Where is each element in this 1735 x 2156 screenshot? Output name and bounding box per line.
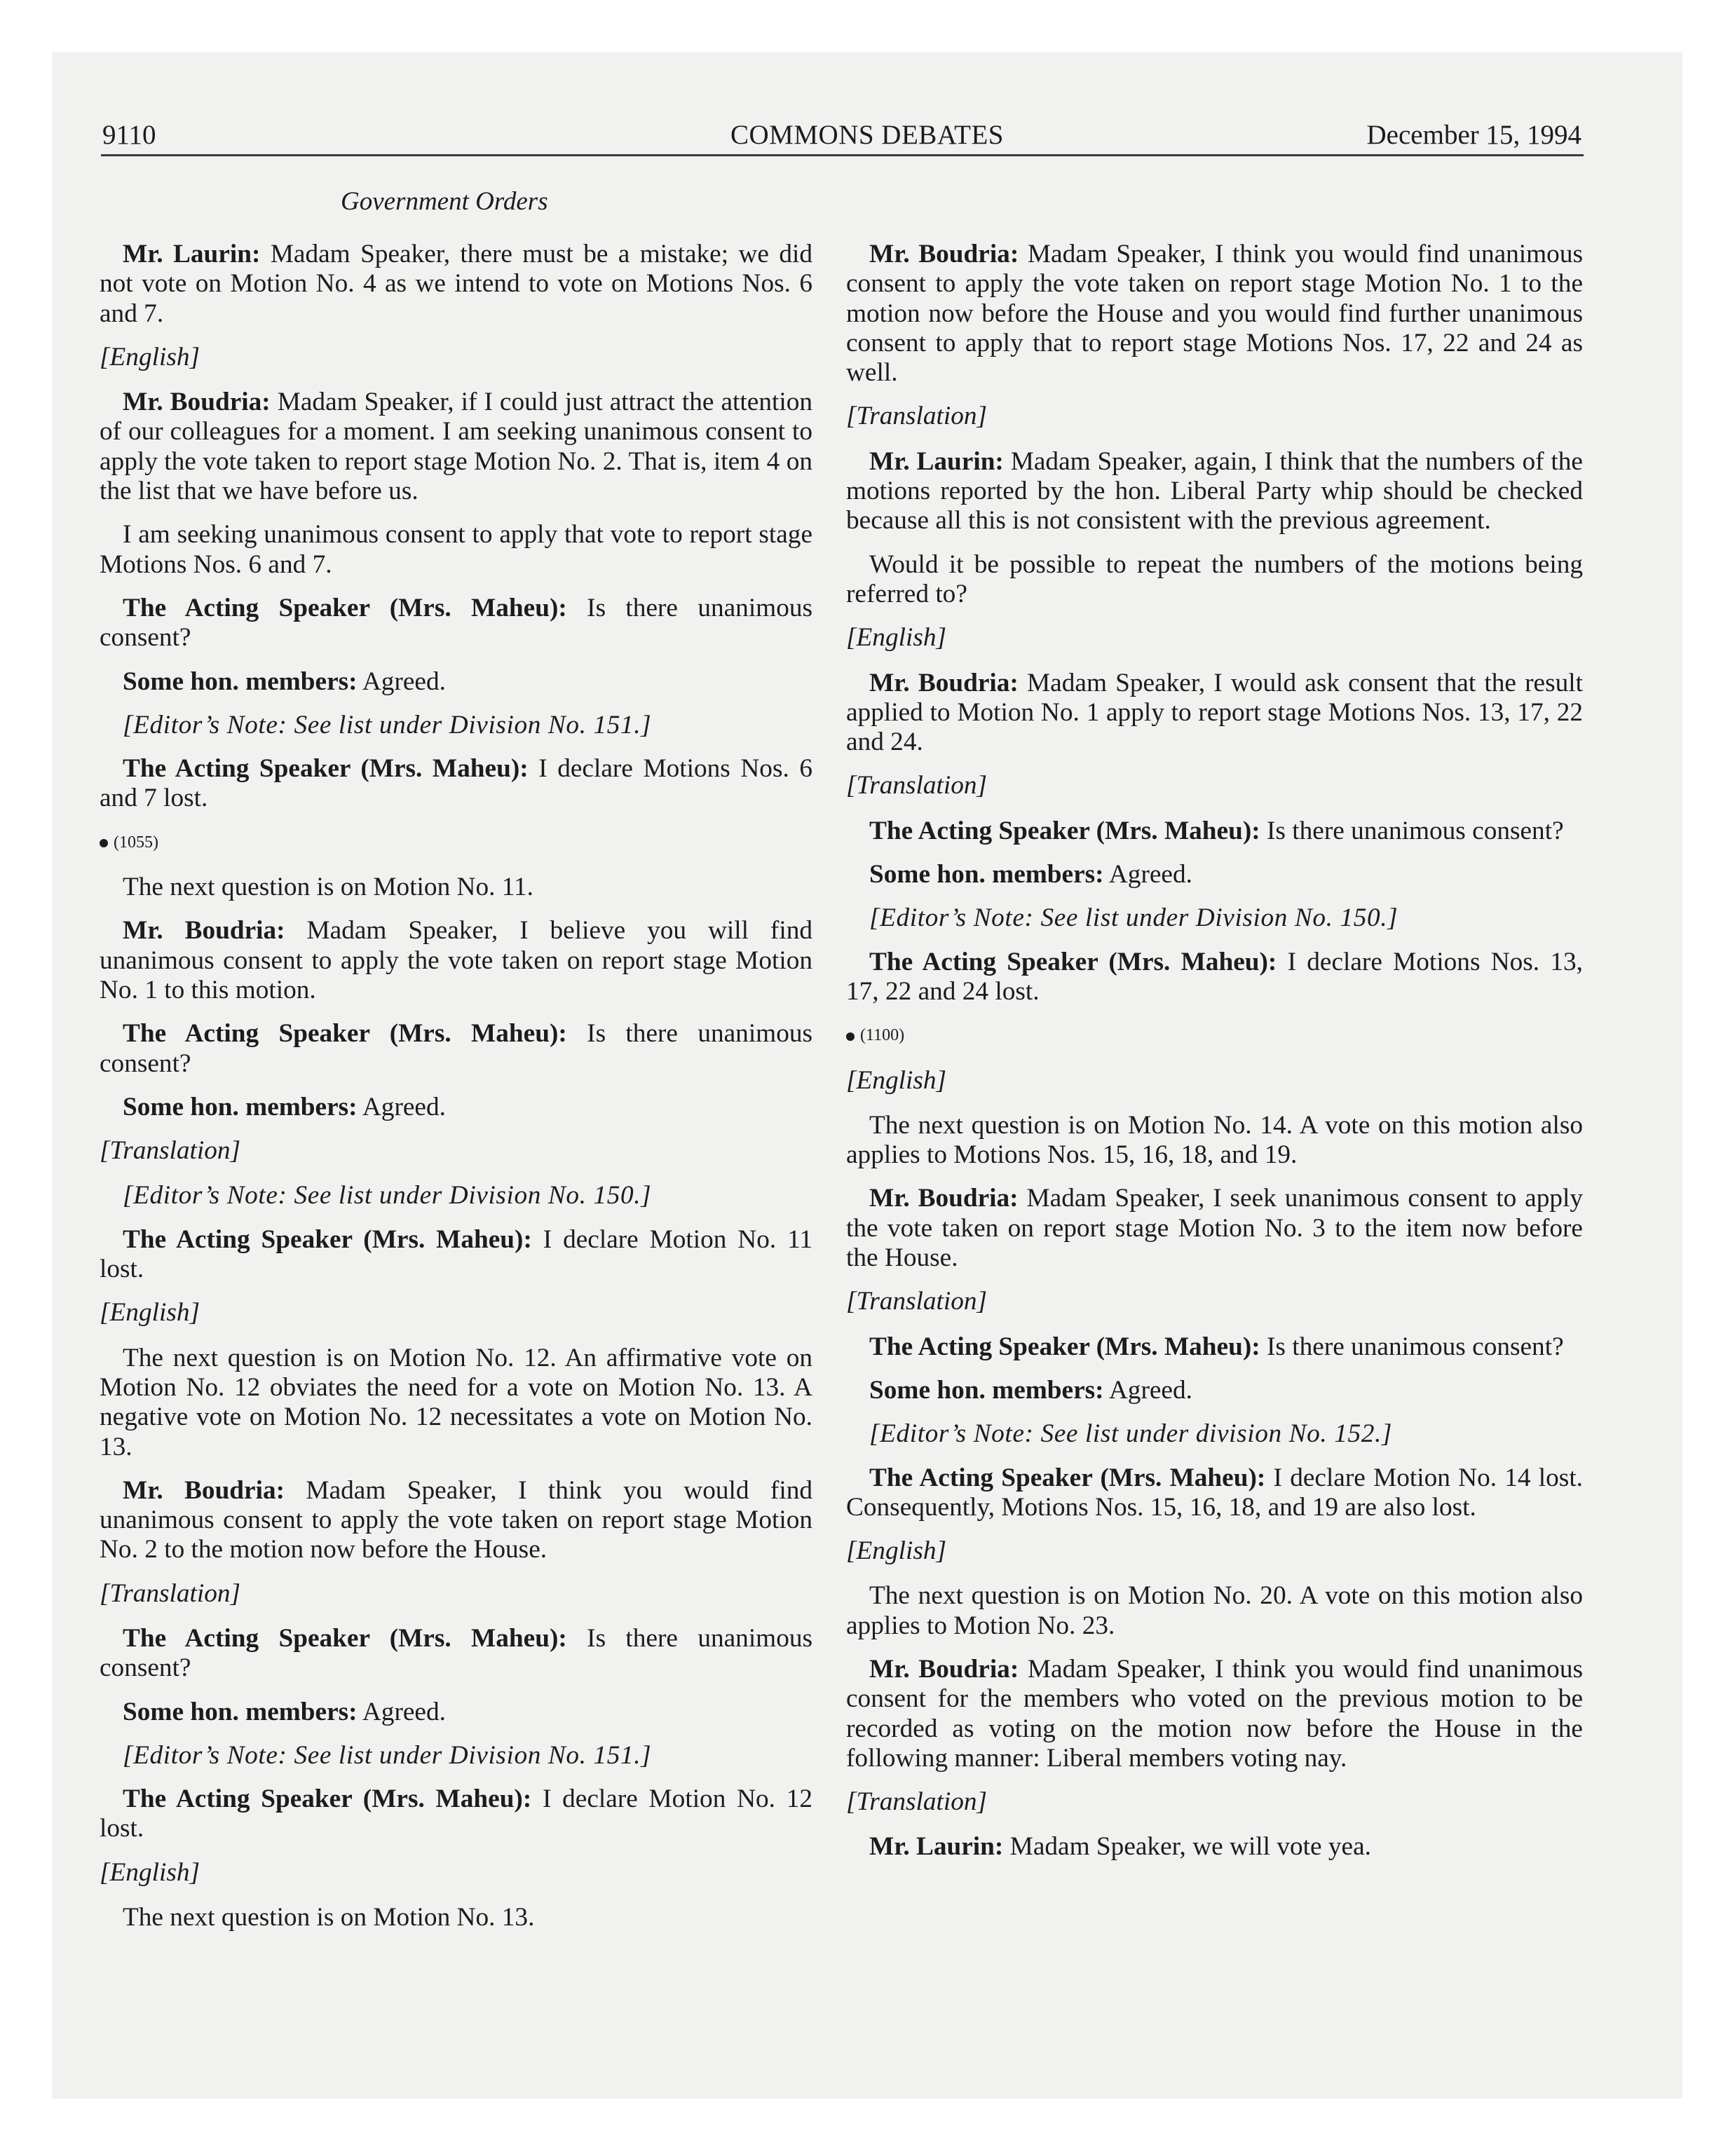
speech-text: Madam Speaker, I think you would find unanimous consent to apply the vote taken on report stage Motion No. 2 to the motion now before the House. (100, 1475, 812, 1564)
document-page (52, 52, 1682, 2099)
speech-paragraph (100, 1698, 812, 1727)
speech-paragraph (100, 1225, 812, 1285)
publication-date: December 15, 1994 (1366, 120, 1581, 150)
speech-paragraph (846, 817, 1583, 846)
speaker-name: Mr. Boudria: (869, 1184, 1019, 1213)
speaker-name: Mr. Boudria: (123, 916, 285, 946)
bullet-dot-icon (846, 1032, 855, 1041)
speaker-name: Mr. Laurin: (869, 446, 1004, 476)
speech-text: Madam Speaker, I believe you will find unanimous consent to apply the vote taken on report stage Motion No. 1 to this motion. (100, 916, 812, 1004)
speech-paragraph (100, 594, 812, 653)
speech-text: Madam Speaker, if I could just attract the attention of our colleagues for a moment. I am seeking unanimous consent to apply the vote taken to report stage Motion No. 2. That is, item 4 on the list that we have before us. (100, 388, 812, 506)
language-marker: [Translation] (100, 1578, 241, 1608)
speech-paragraph (100, 1093, 812, 1122)
language-marker: [English] (100, 342, 200, 371)
language-marker: [Translation] (846, 1287, 988, 1316)
speaker-name: Mr. Laurin: (123, 240, 261, 268)
header-rule (101, 154, 1584, 156)
narration-paragraph: The next question is on Motion No. 20. A vote on this motion also applies to Motion No. 23. (846, 1581, 1583, 1640)
speech-paragraph (846, 948, 1583, 1007)
language-marker: [Translation] (846, 402, 988, 431)
speaker-name: Mr. Boudria: (869, 668, 1019, 697)
speech-paragraph (100, 240, 812, 329)
timestamp-text: (1100) (860, 1026, 905, 1045)
speaker-name: The Acting Speaker (Mrs. Maheu): (123, 1019, 567, 1049)
language-marker: [Translation] (846, 771, 988, 800)
timestamp-text: (1055) (114, 833, 158, 852)
language-marker: [English] (846, 1065, 946, 1095)
language-marker: [English] (100, 1298, 200, 1328)
speech-paragraph (846, 860, 1583, 889)
right-column (846, 240, 1583, 1876)
speech-text: Is there unanimous consent? (1260, 1332, 1564, 1361)
speaker-name: The Acting Speaker (Mrs. Maheu): (123, 754, 529, 784)
speech-paragraph (100, 667, 812, 697)
speaker-name: Mr. Laurin: (869, 1832, 1004, 1862)
speech-paragraph (846, 1332, 1583, 1362)
speaker-name: Mr. Boudria: (123, 1475, 285, 1505)
speech-text: I declare Motion No. 14 lost. Consequently, Motions Nos. 15, 16, 18, and 19 are also lost. (846, 1463, 1584, 1522)
timestamp-marker (846, 1021, 1583, 1050)
speech-text: I declare Motion No. 12 lost. (100, 1785, 812, 1843)
speech-text: I declare Motion No. 11 lost. (100, 1224, 813, 1284)
editor-note: [Editor’s Note: See list under Division No. 151.] (123, 710, 652, 739)
speech-paragraph (846, 1184, 1583, 1273)
narration-paragraph: The next question is on Motion No. 12. An affirmative vote on Motion No. 12 obviates the need for a vote on Motion No. 13. A negative vote on Motion No. 12 necessitates a vote on Motion No. 13. (100, 1343, 812, 1461)
speech-text: Agreed. (1103, 1375, 1192, 1405)
language-marker: [Translation] (846, 1787, 988, 1817)
narration-paragraph: The next question is on Motion No. 11. (123, 873, 534, 902)
speech-text: Madam Speaker, I think you would find unanimous consent to apply the vote taken on report stage Motion No. 1 to the motion now before the House and you would find further unanimous consent to apply that to report stage Motions Nos. 17, 22 and 24 as well. (846, 240, 1583, 388)
speech-text: Madam Speaker, I think you would find unanimous consent for the members who voted on the previous motion to be recorded as voting on the motion now before the House in the following manner: Liberal members voting nay. (846, 1654, 1583, 1773)
speech-paragraph (100, 388, 812, 506)
page-number: 9110 (102, 120, 156, 150)
speaker-name: The Acting Speaker (Mrs. Maheu): (869, 1463, 1266, 1492)
speech-paragraph (846, 1464, 1583, 1523)
speaker-name: The Acting Speaker (Mrs. Maheu): (869, 947, 1277, 976)
narration-paragraph: I am seeking unanimous consent to apply that vote to report stage Motions Nos. 6 and 7. (100, 520, 812, 579)
speaker-name: The Acting Speaker (Mrs. Maheu): (123, 1224, 532, 1254)
speech-paragraph (100, 1785, 812, 1844)
speech-paragraph (100, 1624, 812, 1684)
speech-paragraph (100, 754, 812, 814)
speaker-name: Mr. Boudria: (869, 240, 1019, 268)
speaker-name: Mr. Boudria: (869, 1654, 1019, 1684)
speaker-name: Some hon. members: (869, 1375, 1104, 1405)
speech-text: Madam Speaker, we will vote yea. (1003, 1832, 1371, 1862)
speaker-name: The Acting Speaker (Mrs. Maheu): (869, 816, 1260, 845)
speech-text: Agreed. (357, 1697, 446, 1726)
speaker-name: Some hon. members: (869, 860, 1104, 889)
language-marker: [English] (100, 1857, 200, 1887)
editor-note: [Editor’s Note: See list under Division No. 150.] (869, 903, 1399, 933)
speech-text: Madam Speaker, I seek unanimous consent to apply the vote taken on report stage Motion No. 3 to the item now before the House. (846, 1184, 1583, 1273)
speech-paragraph (846, 1376, 1583, 1405)
language-marker: [English] (846, 623, 946, 653)
speaker-name: The Acting Speaker (Mrs. Maheu): (123, 593, 567, 622)
speaker-name: The Acting Speaker (Mrs. Maheu): (123, 1623, 567, 1653)
speech-text: Is there unanimous consent? (100, 593, 813, 653)
bullet-dot-icon (100, 839, 108, 847)
editor-note: [Editor’s Note: See list under Division No. 150.] (123, 1181, 652, 1210)
speech-text: Madam Speaker, there must be a mistake; we did not vote on Motion No. 4 as we intend to vote on Motions Nos. 6 and 7. (100, 240, 812, 328)
speech-text: Is there unanimous consent? (100, 1019, 813, 1078)
language-marker: [Translation] (100, 1136, 241, 1166)
speech-paragraph (846, 1655, 1583, 1773)
speech-paragraph (846, 669, 1583, 758)
speaker-name: Some hon. members: (123, 667, 358, 696)
speech-text: I declare Motions Nos. 13, 17, 22 and 24 lost. (846, 947, 1583, 1006)
speech-paragraph (846, 240, 1583, 388)
speaker-name: The Acting Speaker (Mrs. Maheu): (123, 1785, 532, 1814)
speech-text: Is there unanimous consent? (1260, 816, 1564, 845)
speech-text: Madam Speaker, I would ask consent that the result applied to Motion No. 1 apply to report stage Motions Nos. 13, 17, 22 and 24. (846, 668, 1584, 757)
editor-note: [Editor’s Note: See list under division No. 152.] (869, 1419, 1392, 1449)
speaker-name: Mr. Boudria: (123, 388, 271, 417)
narration-paragraph: The next question is on Motion No. 14. A vote on this motion also applies to Motions Nos. 15, 16, 18, and 19. (846, 1110, 1583, 1170)
speech-text: Agreed. (357, 667, 446, 696)
section-title: Government Orders (341, 187, 548, 216)
speaker-name: Some hon. members: (123, 1697, 358, 1726)
speech-paragraph (846, 1832, 1583, 1862)
speech-text: Madam Speaker, again, I think that the numbers of the motions reported by the hon. Liberal Party whip should be checked because all this is not consistent with the previous agreement. (846, 446, 1583, 535)
left-column (100, 240, 812, 1946)
timestamp-marker (100, 828, 812, 857)
narration-paragraph: The next question is on Motion No. 13. (123, 1903, 535, 1932)
speech-text: Is there unanimous consent? (100, 1623, 813, 1683)
editor-note: [Editor’s Note: See list under Division No. 151.] (123, 1740, 652, 1770)
speaker-name: Some hon. members: (123, 1092, 358, 1121)
speech-text: I declare Motions Nos. 6 and 7 lost. (100, 754, 813, 813)
speech-paragraph (100, 1476, 812, 1565)
speech-text: Agreed. (357, 1092, 446, 1121)
speech-paragraph (100, 1019, 812, 1079)
publication-title: COMMONS DEBATES (730, 120, 1004, 150)
speech-paragraph (100, 916, 812, 1005)
language-marker: [English] (846, 1536, 946, 1566)
speech-paragraph (846, 447, 1583, 536)
speaker-name: The Acting Speaker (Mrs. Maheu): (869, 1332, 1260, 1361)
speech-text: Agreed. (1103, 860, 1192, 889)
narration-paragraph: Would it be possible to repeat the numbers of the motions being referred to? (846, 550, 1583, 608)
